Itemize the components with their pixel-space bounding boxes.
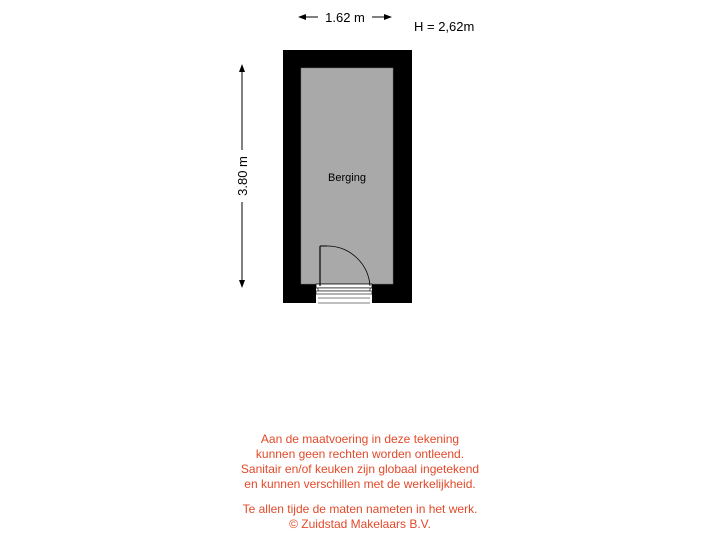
disclaimer [160, 432, 560, 532]
width-dimension [298, 8, 392, 26]
copyright-line: © Zuidstad Makelaars B.V. [289, 517, 431, 531]
ceiling-height-label: H = 2,62m [414, 19, 475, 34]
disclaimer-line: kunnen geen rechten worden ontleend. [255, 447, 465, 461]
height-label: 3.80 m [235, 156, 250, 196]
disclaimer-line: Aan de maatvoering in deze tekening [260, 432, 460, 446]
disclaimer-line: Te allen tijde de maten nameten in het werk. [242, 502, 478, 516]
disclaimer-line: Sanitair en/of keuken zijn globaal ingetekend [240, 462, 480, 476]
height-dimension [233, 64, 251, 288]
room-name-label: Berging [328, 172, 366, 184]
disclaimer-line: en kunnen verschillen met de werkelijkheid. [244, 477, 476, 491]
width-label: 1.62 m [325, 10, 365, 25]
